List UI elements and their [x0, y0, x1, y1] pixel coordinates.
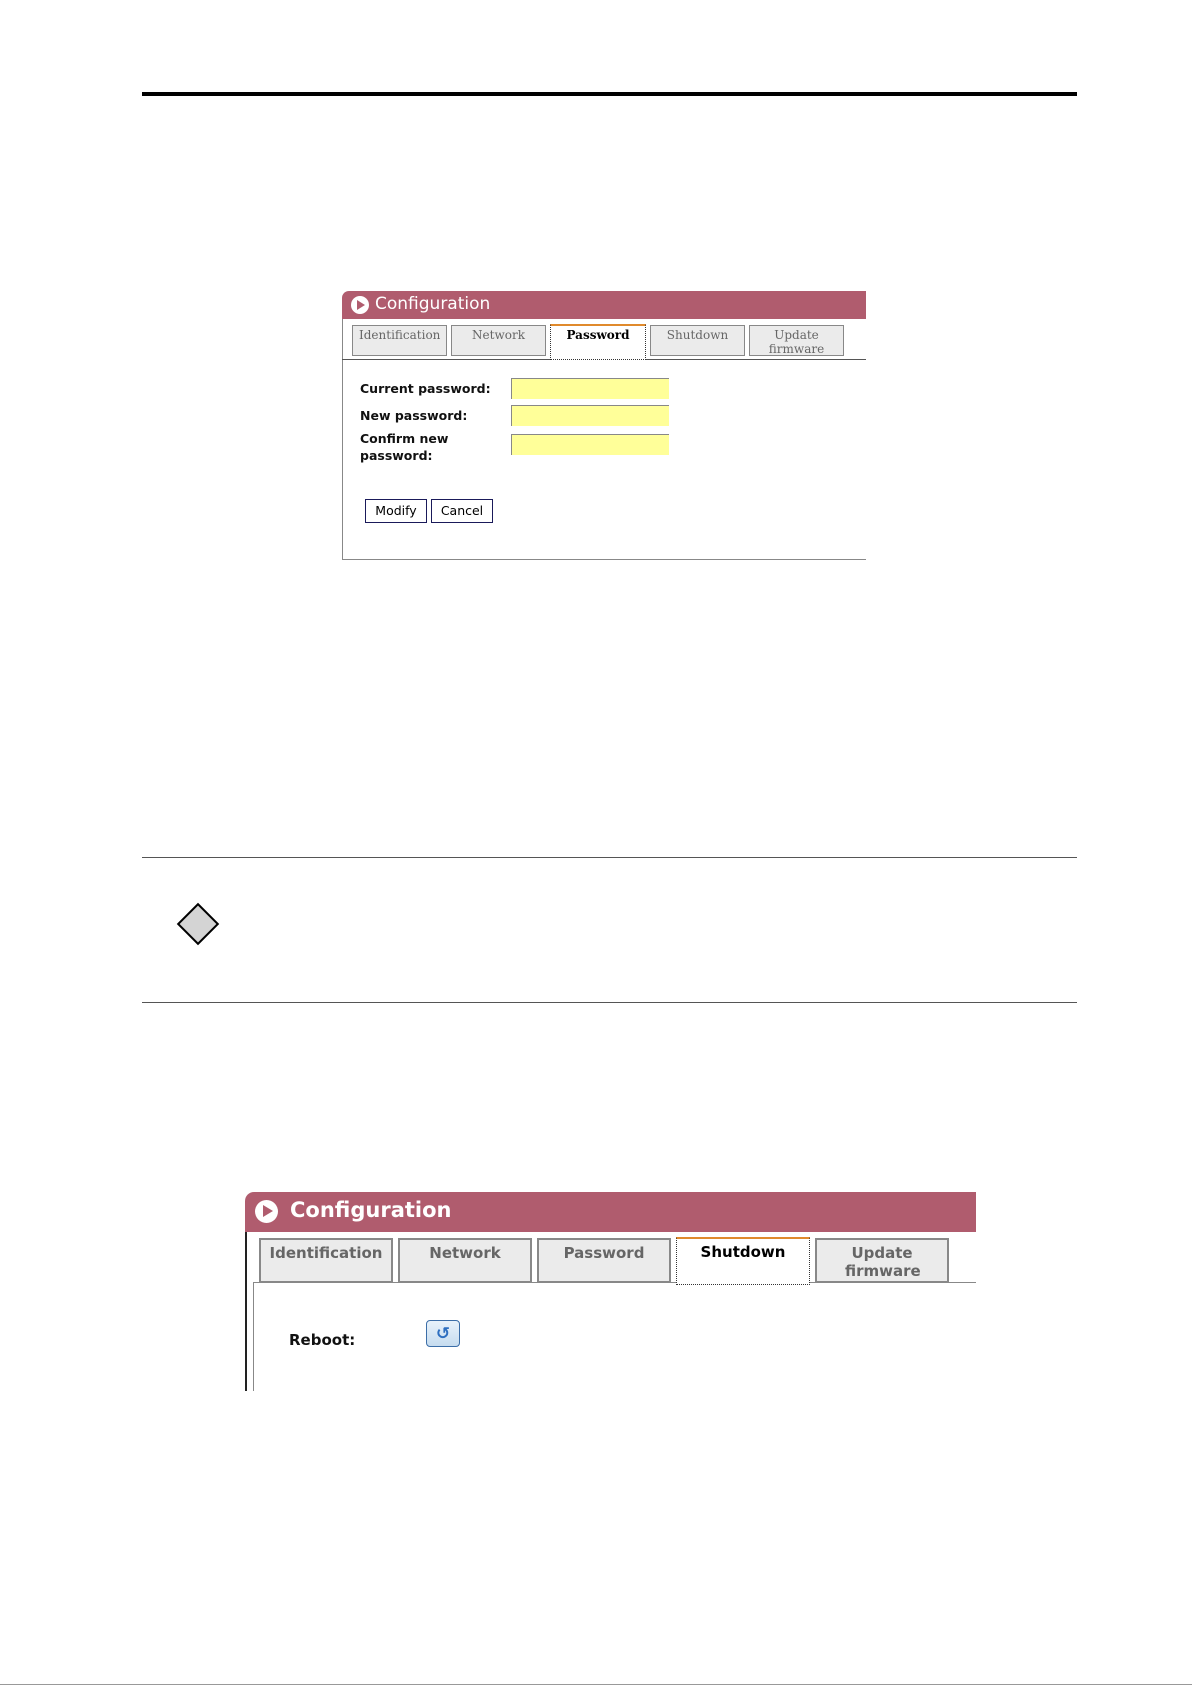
tab-update-firmware[interactable]: Update firmware: [815, 1238, 949, 1283]
password-config-screenshot: [342, 291, 866, 561]
tab-shutdown[interactable]: Shutdown: [676, 1237, 810, 1285]
reboot-button[interactable]: [426, 1320, 460, 1347]
tab-password[interactable]: Password: [537, 1238, 671, 1283]
cancel-button[interactable]: Cancel: [431, 499, 493, 523]
play-icon: [255, 1200, 278, 1223]
config-title-bar: [342, 291, 866, 319]
note-bottom-rule: [142, 1002, 1077, 1003]
shutdown-config-screenshot: [245, 1192, 976, 1391]
reboot-label: Reboot:: [289, 1331, 356, 1349]
reboot-icon: ↺: [435, 1323, 451, 1344]
new-password-label: New password:: [360, 408, 468, 423]
confirm-password-input[interactable]: [511, 434, 669, 455]
play-icon: [351, 296, 369, 314]
confirm-password-label: Confirm new password:: [360, 431, 449, 463]
tab-password[interactable]: Password: [550, 324, 646, 360]
tab-shutdown[interactable]: Shutdown: [650, 325, 745, 356]
modify-button[interactable]: Modify: [365, 499, 427, 523]
diamond-icon: [177, 903, 219, 945]
config-title-bar: [245, 1192, 976, 1232]
tab-identification[interactable]: Identification: [352, 325, 447, 356]
tab-update-firmware[interactable]: Update firmware: [749, 325, 844, 356]
content-frame: [253, 1282, 254, 1391]
tab-identification[interactable]: Identification: [259, 1238, 393, 1283]
page-top-rule: [142, 92, 1077, 96]
tab-network[interactable]: Network: [398, 1238, 532, 1283]
note-top-rule: [142, 857, 1077, 858]
config-title: Configuration: [290, 1198, 452, 1222]
config-title: Configuration: [375, 294, 491, 314]
tab-network[interactable]: Network: [451, 325, 546, 356]
current-password-label: Current password:: [360, 381, 491, 396]
config-panel-frame: [245, 1232, 247, 1391]
new-password-input[interactable]: [511, 405, 669, 426]
current-password-input[interactable]: [511, 378, 669, 399]
